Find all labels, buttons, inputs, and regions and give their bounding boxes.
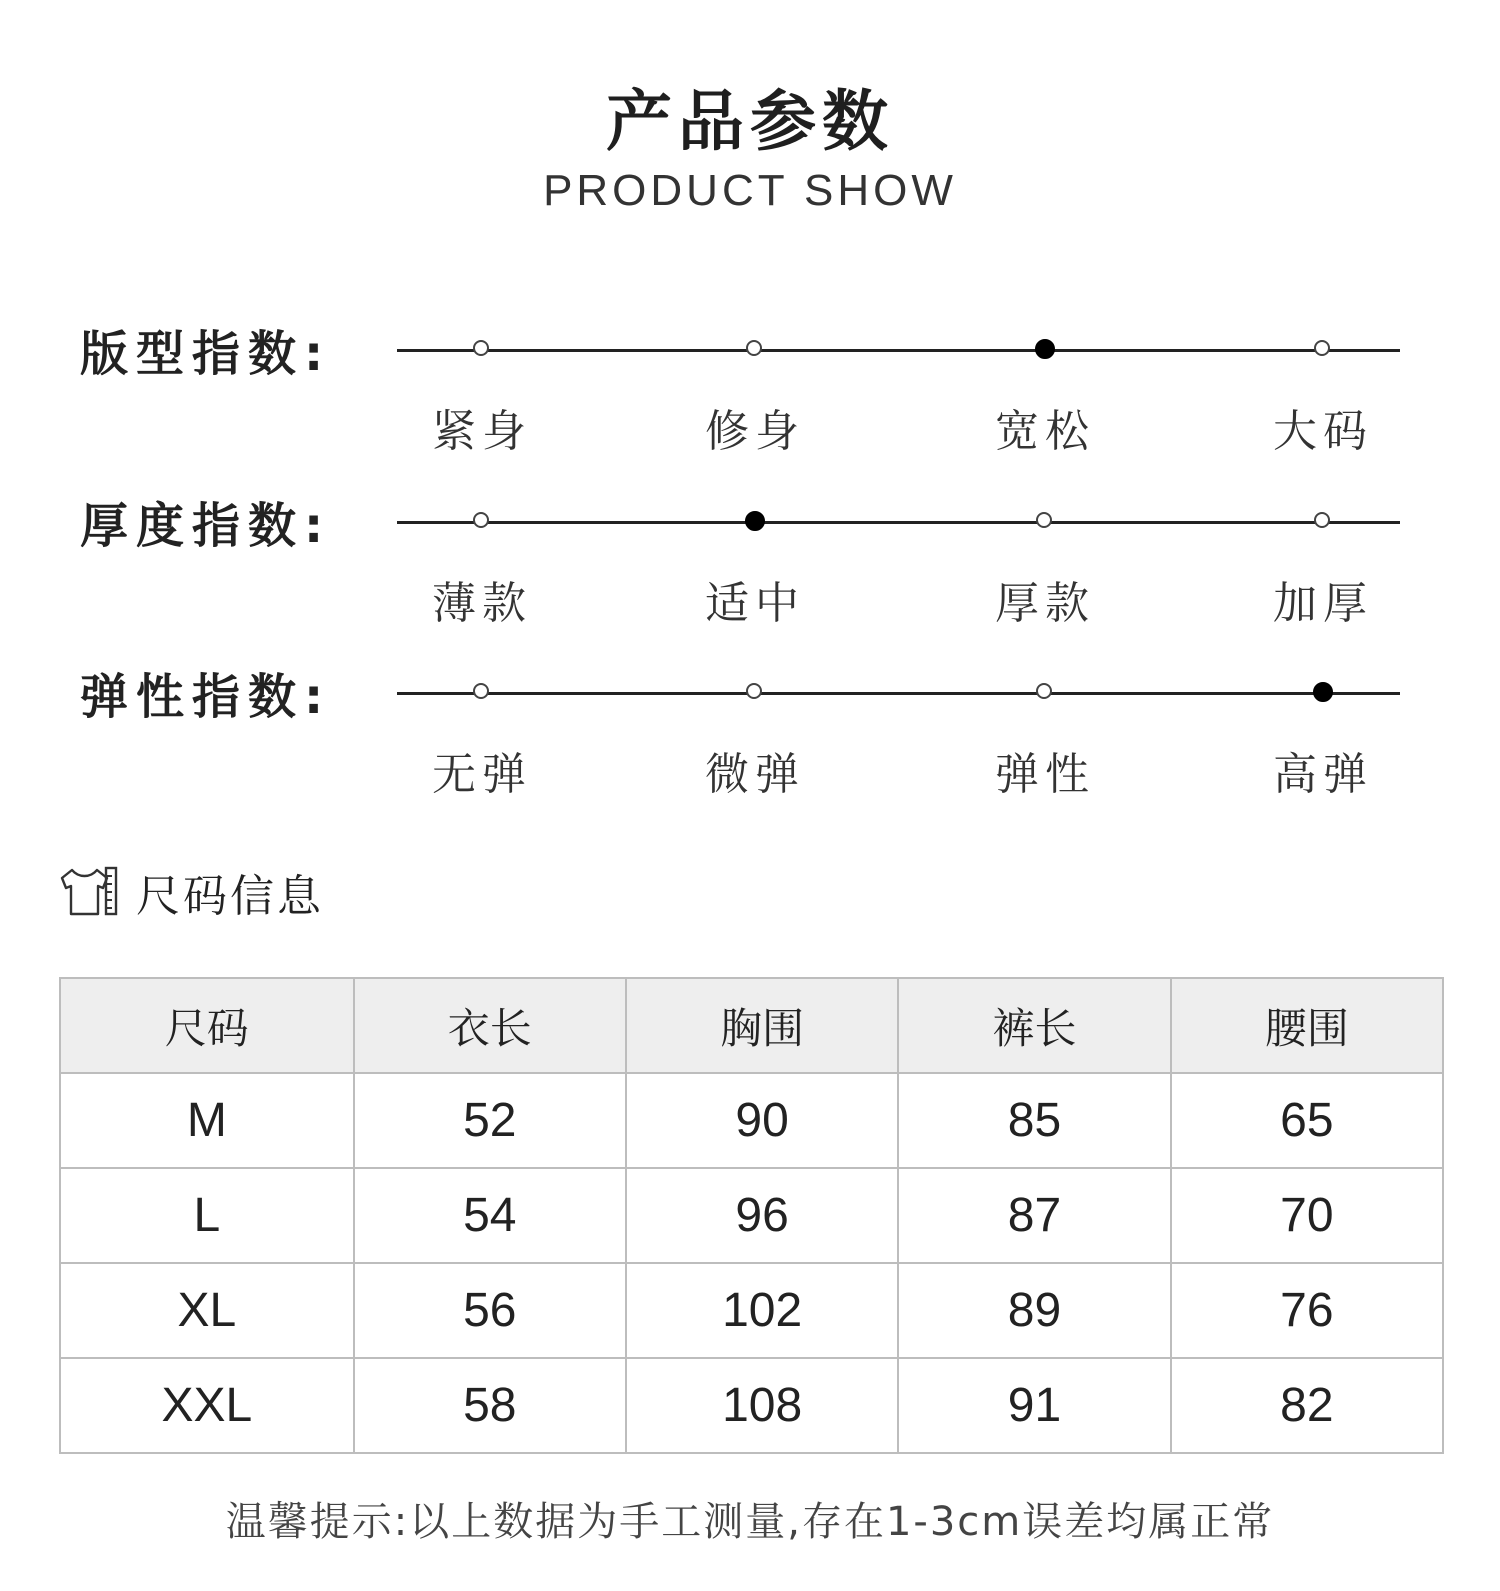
index-option-label: 加厚 [1273, 578, 1373, 629]
size-table [59, 977, 1444, 1454]
size-info-title: 尺码信息 [136, 871, 324, 922]
table-row [60, 1073, 1443, 1168]
index-option-label: 修身 [705, 406, 805, 457]
table-cell: 76 [1171, 1263, 1443, 1358]
index-track [397, 692, 1400, 695]
index-dot [1036, 512, 1052, 528]
size-info-heading [58, 862, 324, 922]
index-dot [473, 512, 489, 528]
index-label: 厚度指数: [80, 498, 332, 554]
index-dot [473, 340, 489, 356]
index-dot [1314, 340, 1330, 356]
table-cell: L [60, 1168, 354, 1263]
measurement-note: 温馨提示:以上数据为手工测量,存在1-3cm误差均属正常 [225, 1499, 1275, 1545]
table-cell: XXL [60, 1358, 354, 1453]
table-header-row [60, 978, 1443, 1073]
index-row-elasticity [0, 658, 1500, 800]
index-track [397, 349, 1400, 352]
index-option-label: 大码 [1273, 406, 1373, 457]
index-dot-selected [745, 511, 765, 531]
table-cell: 90 [626, 1073, 898, 1168]
index-dot [1314, 512, 1330, 528]
table-cell: M [60, 1073, 354, 1168]
table-cell: 58 [354, 1358, 626, 1453]
table-cell: XL [60, 1263, 354, 1358]
table-cell: 96 [626, 1168, 898, 1263]
index-dot-selected [1313, 682, 1333, 702]
table-cell: 70 [1171, 1168, 1443, 1263]
index-row-fit [0, 315, 1500, 457]
column-header: 裤长 [898, 978, 1170, 1073]
index-option-label: 弹性 [995, 749, 1095, 800]
table-cell: 54 [354, 1168, 626, 1263]
column-header: 尺码 [60, 978, 354, 1073]
index-option-label: 适中 [705, 578, 805, 629]
index-option-label: 厚款 [995, 578, 1095, 629]
column-header: 腰围 [1171, 978, 1443, 1073]
index-dot [473, 683, 489, 699]
table-row [60, 1168, 1443, 1263]
index-option-label: 薄款 [432, 578, 532, 629]
index-label: 版型指数: [80, 326, 332, 382]
index-track [397, 521, 1400, 524]
table-cell: 87 [898, 1168, 1170, 1263]
index-option-label: 微弹 [705, 749, 805, 800]
table-cell: 85 [898, 1073, 1170, 1168]
index-label: 弹性指数: [80, 669, 332, 725]
table-cell: 91 [898, 1358, 1170, 1453]
index-option-label: 无弹 [432, 749, 532, 800]
table-cell: 65 [1171, 1073, 1443, 1168]
table-cell: 108 [626, 1358, 898, 1453]
table-cell: 82 [1171, 1358, 1443, 1453]
column-header: 胸围 [626, 978, 898, 1073]
page-subtitle: PRODUCT SHOW [543, 166, 957, 215]
column-header: 衣长 [354, 978, 626, 1073]
table-cell: 89 [898, 1263, 1170, 1358]
table-cell: 52 [354, 1073, 626, 1168]
index-option-label: 高弹 [1273, 749, 1373, 800]
index-option-label: 宽松 [995, 406, 1095, 457]
index-dot [746, 340, 762, 356]
index-dot-selected [1035, 339, 1055, 359]
table-cell: 56 [354, 1263, 626, 1358]
table-row [60, 1263, 1443, 1358]
tshirt-ruler-icon [58, 864, 120, 920]
index-option-label: 紧身 [432, 406, 532, 457]
index-row-thickness [0, 487, 1500, 629]
table-cell: 102 [626, 1263, 898, 1358]
index-dot [746, 683, 762, 699]
page-title: 产品参数 [606, 83, 894, 160]
index-dot [1036, 683, 1052, 699]
table-row [60, 1358, 1443, 1453]
